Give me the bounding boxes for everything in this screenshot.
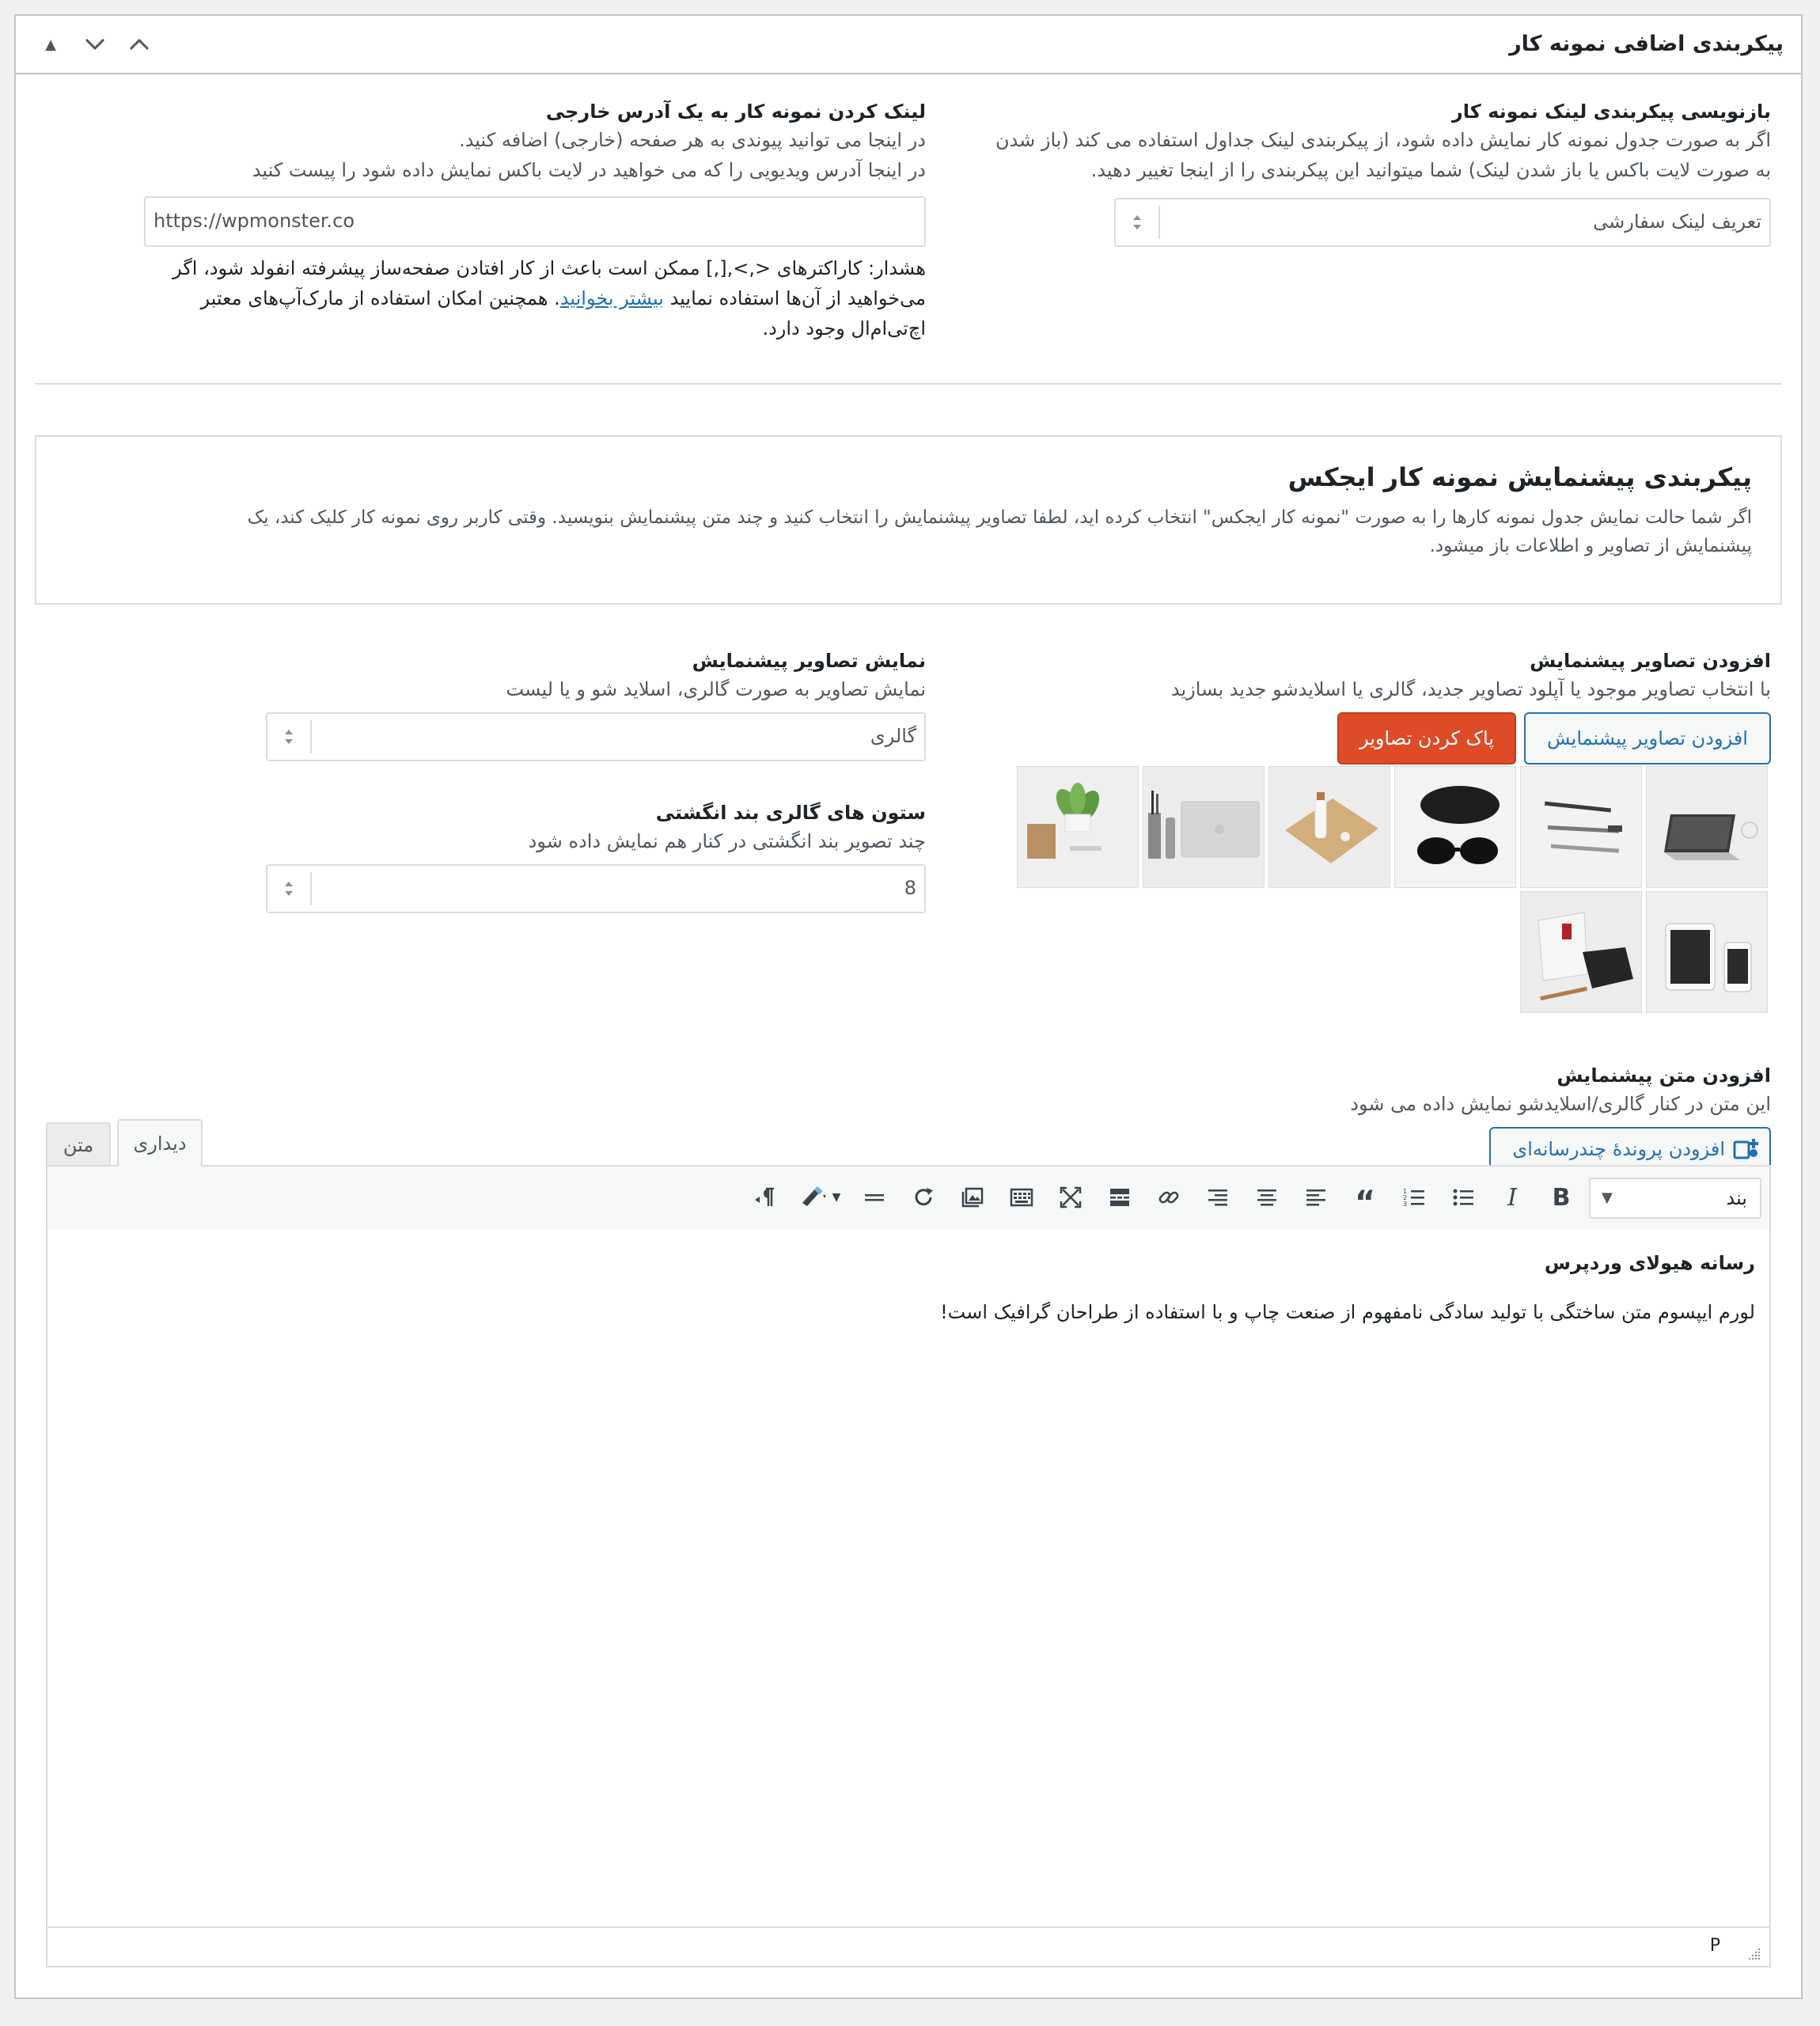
thumb-columns-field [214,799,926,856]
align-center-icon [1255,1186,1279,1209]
external-link-title: لینک کردن نمونه کار به یک آدرس خارجی [545,101,926,123]
warning-line-3: اچ‌تی‌ام‌ال وجود دارد. [762,317,926,340]
preview-text-desc: این متن در کنار گالری/اسلایدشو نمایش داده می شود [1350,1093,1771,1115]
format-select-value: بند [1726,1187,1747,1209]
link-override-desc-2: به صورت لایت باکس یا باز شدن لینک) شما میتوانید این پیکربندی را از اینجا تغییر دهید. [1090,159,1771,181]
add-media-label: افزودن پروندهٔ چندرسانه‌ای [1512,1138,1725,1160]
thumbnail-devices[interactable] [1646,891,1768,1013]
rtl-paragraph-button[interactable] [747,1178,783,1217]
element-path[interactable]: P [1709,1936,1720,1956]
external-link-warning [87,253,926,343]
link-override-field [924,98,1771,185]
add-preview-images-button[interactable]: افزودن تصاویر پیشنمایش [1524,712,1771,764]
editor-toolbar [47,1167,1769,1231]
postbox-header [16,16,1801,74]
bullet-list-button[interactable] [1445,1178,1481,1217]
align-right-icon [1206,1186,1230,1209]
add-media-icon [1733,1137,1760,1161]
reload-icon [912,1186,935,1209]
bold-button[interactable] [1543,1178,1579,1217]
preview-text-title: افزودن متن پیشنمایش [1556,1064,1771,1087]
ajax-preview-desc-1: اگر شما حالت نمایش جدول نمونه کارها را به صورت "نمونه کار ایجکس" انتخاب کرده اید، لطفا تصاویر پیشنمایش را انتخاب کنید و چند متن پیشنمایش بنویسید. وقتی کاربر روی نمونه کار کلیک کند، یک [247,507,1752,528]
select-arrows-icon [267,720,312,753]
bold-icon: B [1552,1183,1571,1212]
thumb-columns-desc: چند تصویر بند انگشتی در کنار هم نمایش داده شود [528,830,926,852]
svg-text:2: 2 [1403,1194,1408,1201]
horizontal-rule-icon [863,1186,886,1209]
arrow-up-icon: ▲ [45,36,56,53]
toolbar-toggle-button[interactable] [1003,1178,1040,1217]
chevron-down-icon [84,37,106,51]
warning-line-2-post: . همچنین امکان استفاده از مارک‌آپ‌های معتبر [200,287,560,309]
svg-text:3: 3 [1403,1201,1408,1208]
bullet-list-icon [1451,1186,1475,1209]
link-override-select[interactable] [1114,198,1771,247]
media-gallery-icon [961,1186,984,1209]
move-down-button[interactable] [73,16,117,73]
chevron-up-icon [128,37,150,51]
caret-down-icon: ▼ [832,1191,841,1204]
warning-line-2-pre: می‌خواهید از آن‌ها استفاده نمایید [663,287,926,309]
thumbnail-sunglasses[interactable] [1394,766,1516,888]
section-divider [35,383,1782,385]
external-link-desc-1: در اینجا می توانید پیوندی به هر صفحه (خارجی) اضافه کنید. [459,129,926,151]
magic-wand-icon [799,1186,831,1209]
thumbnail-bag[interactable] [1520,891,1642,1013]
reload-button[interactable] [905,1178,942,1217]
thumbnail-wood-board[interactable] [1268,766,1390,888]
thumbnail-macbook[interactable] [1143,766,1265,888]
numbered-list-icon [1402,1186,1426,1209]
thumb-columns-select-value: 8 [904,877,916,899]
select-arrows-icon [267,872,312,905]
warning-line-1: هشدار: کاراکترهای <,>,[,] ممکن است باعث از کار افتادن صفحه‌ساز پیشرفته انفولد شود، اگر [173,257,926,279]
preview-display-title: نمایش تصاویر پیشنمایش [692,650,926,672]
horizontal-rule-button[interactable] [856,1178,893,1217]
fullscreen-button[interactable] [1052,1178,1089,1217]
thumbnail-pens[interactable] [1520,766,1642,888]
blockquote-button[interactable] [1347,1178,1383,1221]
insert-link-button[interactable] [1151,1178,1187,1217]
link-override-select-value: تعریف لینک سفارشی [1593,211,1761,233]
toolbar-toggle-icon [1010,1186,1033,1209]
link-icon [1157,1186,1181,1209]
ajax-preview-desc-2: پیشنمایش از تصاویر و اطلاعات باز میشود. [1429,536,1752,556]
format-select[interactable] [1589,1178,1761,1219]
preview-images-title: افزودن تصاویر پیشنمایش [1530,650,1771,672]
preview-display-field [214,647,926,704]
preview-display-desc: نمایش تصاویر به صورت گالری، اسلاید شو و یا لیست [506,678,926,700]
read-more-icon [1108,1186,1132,1209]
external-link-field [103,98,926,185]
tab-text[interactable]: متن [46,1122,111,1167]
editor-container [46,1165,1771,1967]
editor-statusbar [47,1926,1769,1966]
ajax-preview-info-box [35,435,1782,605]
fullscreen-icon [1059,1186,1083,1209]
align-center-button[interactable] [1249,1178,1285,1217]
external-link-input[interactable]: https://wpmonster.co [144,196,926,247]
blockquote-icon: “ [1354,1185,1376,1221]
portfolio-extra-config-box [14,14,1803,1999]
read-more-button[interactable] [1101,1178,1138,1217]
align-left-icon [1304,1186,1328,1209]
thumbnail-plant[interactable] [1017,766,1139,888]
rtl-paragraph-icon [753,1186,777,1209]
preview-display-select[interactable] [266,712,926,761]
handle-actions [28,16,161,73]
preview-images-desc: با انتخاب تصاویر موجود یا آپلود تصاویر جدید، گالری یا اسلایدشو جدید بسازید [1170,678,1771,700]
link-override-title: بازنویسی پیکربندی لینک نمونه کار [1451,101,1771,123]
toggle-panel-button[interactable] [117,16,161,73]
align-left-button[interactable] [1298,1178,1334,1217]
warning-line-2 [87,283,926,313]
preview-display-select-value: گالری [870,725,916,747]
numbered-list-button[interactable] [1396,1178,1432,1217]
editor-content[interactable] [47,1230,1769,1928]
preview-text-field [821,1062,1771,1119]
select-arrows-icon [1116,206,1160,239]
media-gallery-button[interactable] [954,1178,991,1217]
tab-visual[interactable]: دیداری [117,1119,203,1167]
dropdown-arrow-icon: ▼ [1602,1189,1613,1206]
content-paragraph: لورم ایپسوم متن ساختگی با تولید سادگی نامفهوم از صنعت چاپ و با استفاده از طراحان گرافیک است! [940,1301,1755,1323]
clear-images-button[interactable]: پاک کردن تصاویر [1337,712,1516,764]
thumb-columns-select[interactable] [266,864,926,913]
align-right-button[interactable] [1200,1178,1236,1217]
read-more-link[interactable]: بیشتر بخوانید [559,287,664,309]
link-override-desc-1: اگر به صورت جدول نمونه کار نمایش داده شود، از پیکربندی لینک جداول استفاده می کند (باز شدن [995,129,1771,151]
move-up-button[interactable] [28,16,73,73]
italic-icon: I [1507,1183,1517,1212]
preview-images-field [980,647,1771,704]
ajax-preview-title: پیکربندی پیشنمایش نمونه کار ایجکس [1287,462,1752,492]
toolbar-buttons [747,1178,1579,1219]
svg-text:1: 1 [1403,1188,1408,1195]
thumbnail-laptop[interactable] [1646,766,1768,888]
italic-button[interactable] [1494,1178,1530,1217]
resize-handle-icon[interactable] [1746,1945,1761,1961]
content-heading: رسانه هیولای وردپرس [1544,1252,1755,1274]
thumb-columns-title: ستون های گالری بند انگشتی [655,802,926,824]
magic-wand-button[interactable] [796,1178,844,1217]
box-title: پیکربندی اضافی نمونه کار [1509,32,1784,56]
external-link-desc-2: در اینجا آدرس ویدیویی را که می خواهید در لایت باکس نمایش داده شود را پیست کنید [252,159,926,181]
